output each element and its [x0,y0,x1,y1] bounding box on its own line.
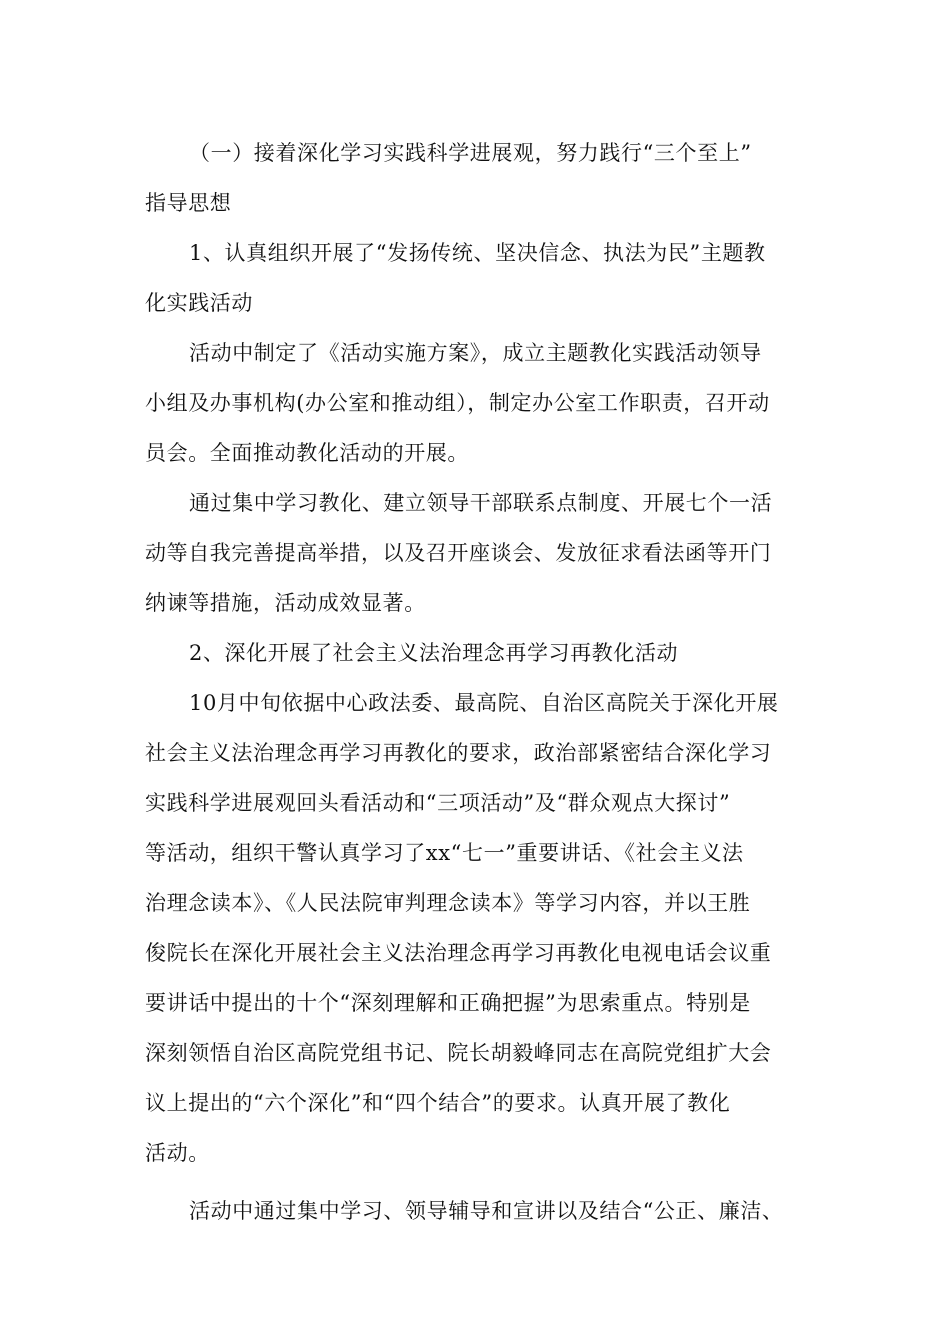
text-line: 活动中制定了《活动实施方案》，成立主题教化实践活动领导 [189,341,762,365]
text-line: 1、认真组织开展了“发扬传统、坚决信念、执法为民”主题教 [189,241,766,265]
text-line: 小组及办事机构(办公室和推动组），制定办公室工作职责，召开动 [145,391,770,415]
paragraph-spacer [145,1178,845,1186]
text-line: 要讲话中提出的十个“深刻理解和正确把握”为思索重点。特别是 [145,991,751,1015]
text-line: 员会。全面推动教化活动的开展。 [145,441,469,465]
text-line: （一）接着深化学习实践科学进展观，努力践行“三个至上” [189,141,752,165]
paragraph [145,1186,845,1236]
text-line: 议上提出的“六个深化”和“四个结合”的要求。认真开展了教化 [145,1091,731,1115]
text-line: 10月中旬依据中心政法委、最高院、自治区高院关于深化开展 [189,691,779,715]
section-heading [145,128,845,228]
text-line: 活动。 [145,1141,210,1165]
paragraph [145,328,845,478]
subheading [145,628,845,678]
text-line: 深刻领悟自治区高院党组书记、院长胡毅峰同志在高院党组扩大会 [145,1041,772,1065]
text-line: 实践科学进展观回头看活动和“三项活动”及“群众观点大探讨” [145,791,731,815]
text-line: 通过集中学习教化、建立领导干部联系点制度、开展七个一活 [189,491,773,515]
text-line: 活动中通过集中学习、领导辅导和宣讲以及结合“公正、廉洁、 [189,1199,784,1223]
text-line: 社会主义法治理念再学习再教化的要求，政治部紧密结合深化学习 [145,741,772,765]
text-line: 化实践活动 [145,291,253,315]
text-line: 纳谏等措施，活动成效显著。 [145,591,426,615]
text-line: 指导思想 [145,191,232,215]
text-line: 等活动，组织干警认真学习了xx“七一”重要讲话、《社会主义法 [145,841,744,865]
paragraph [145,678,845,1178]
text-line: 治理念读本》、《人民法院审判理念读本》等学习内容，并以王胜 [145,891,751,915]
subheading [145,228,845,328]
paragraph [145,478,845,628]
text-line: 俊院长在深化开展社会主义法治理念再学习再教化电视电话会议重 [145,941,772,965]
document-body [145,128,845,1236]
text-line: 动等自我完善提高举措，以及召开座谈会、发放征求看法函等开门 [145,541,772,565]
text-line: 2、深化开展了社会主义法治理念再学习再教化活动 [189,641,679,665]
